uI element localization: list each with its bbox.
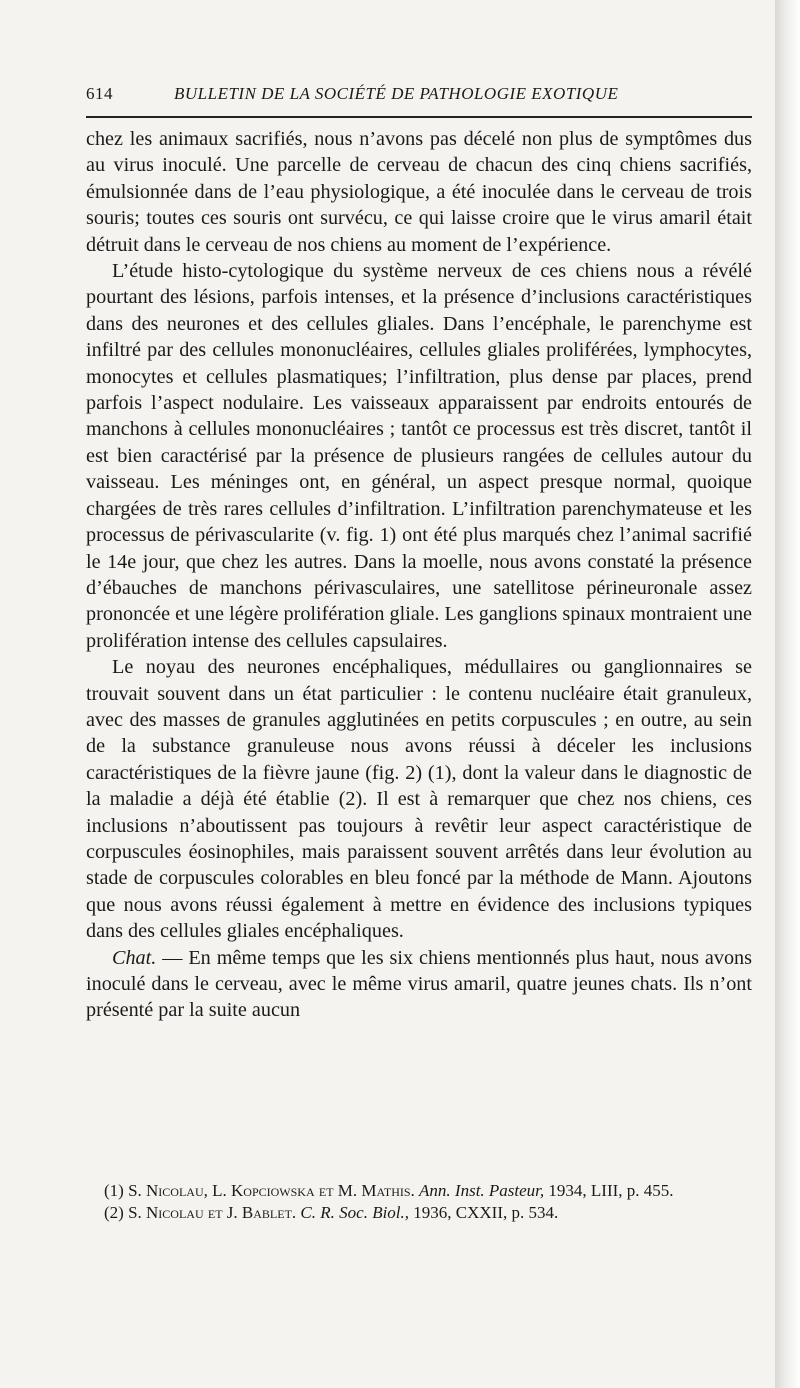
paragraph-continuation: chez les animaux sacrifiés, nous n’avons pas décelé non plus de symptômes dus au virus inoculé. Une parcelle de cerveau de chacun des cinq chiens sacrifiés, émulsionnée dans de l’eau physiologique, a été inoculée dans le cerveau de trois souris; toutes ces souris ont survécu, ce qui laisse croire que le virus amaril était détruit dans le cerveau de nos chiens au moment de l’expérience. xyxy=(86,128,752,256)
page-edge-shadow xyxy=(775,0,800,1388)
footnote-authors: S. Nicolau et J. Bablet. xyxy=(128,1202,297,1222)
footnote-2 xyxy=(86,1202,752,1224)
chat-text: — En même temps que les six chiens mentionnés plus haut, nous avons inoculé dans le cerveau, avec le même virus amaril, quatre jeunes chats. Ils n’ont présenté par la suite aucun xyxy=(86,946,752,1022)
footnote-reference: 1934, LIII, p. 455. xyxy=(544,1181,674,1200)
article-body xyxy=(86,126,752,1024)
footnote-reference: 1936, CXXII, p. 534. xyxy=(409,1202,559,1222)
footnote-authors: S. Nicolau, L. Kopciowska et M. Mathis. xyxy=(128,1181,415,1200)
footnote-journal: Ann. Inst. Pasteur, xyxy=(419,1181,545,1200)
footnotes xyxy=(86,1180,752,1223)
section-lead-chat: Chat. xyxy=(112,946,157,969)
paragraph-histology: L’étude histo-cytologique du système nerveux de ces chiens nous a révélé pourtant des lésions, parfois intenses, et la présence d’inclusions caractéristiques dans des neurones et des cellules gliales. Dans l’encéphale, le parenchyme est infiltré par des cellules mononucléaires, cellules gliales proliférées, lymphocytes, monocytes et cellules plasmatiques; l’infiltration, plus dense par places, prend parfois l’aspect nodulaire. Les vaisseaux apparaissent par endroits entourés de manchons à cellules mononucléaires ; tantôt ce processus est très discret, tantôt il est bien caractérisé par la présence de plusieurs rangées de cellules autour du vaisseau. Les méninges ont, en général, un aspect presque normal, quoique chargées de très rares cellules d’infiltration. L’infiltration parenchymateuse et les processus de périvascularite (v. fig. 1) ont été plus marqués chez l’animal sacrifié le 14e jour, que chez les autres. Dans la moelle, nous avons constaté la présence d’ébauches de manchons périvasculaires, une satellitose périneuronale assez prononcée et une légère prolifération gliale. Les ganglions spinaux montraient une prolifération intense des cellules capsulaires. xyxy=(86,260,752,652)
footnote-marker: (2) xyxy=(104,1202,124,1222)
paragraph-inclusions: Le noyau des neurones encéphaliques, médullaires ou ganglionnaires se trouvait souvent dans un état particulier : le contenu nucléaire était granuleux, avec des masses de granules agglutinées en petits corpuscules ; en outre, au sein de la substance granuleuse nous avons réussi à déceler les inclusions caractéristiques de la fièvre jaune (fig. 2) (1), dont la valeur dans le diagnostic de la maladie a déjà été établie (2). Il est à remarquer que chez nos chiens, ces inclusions n’aboutissent pas toujours à revêtir leur aspect caractéristique de corpuscules éosinophiles, mais paraissent souvent arrêtés dans leur évolution au stade de corpuscules colorables en bleu foncé par la méthode de Mann. Ajoutons que nous avons réussi également à mettre en évidence des inclusions typiques dans des cellules gliales encéphaliques. xyxy=(86,656,752,943)
running-header xyxy=(86,84,752,110)
footnote-1 xyxy=(86,1180,752,1202)
page-number: 614 xyxy=(86,84,113,103)
footnote-marker: (1) xyxy=(104,1181,124,1200)
footnote-journal: C. R. Soc. Biol., xyxy=(300,1202,410,1222)
paragraph-chat xyxy=(86,945,752,1024)
header-rule xyxy=(86,116,752,118)
journal-title: BULLETIN DE LA SOCIÉTÉ DE PATHOLOGIE EXOTIQUE xyxy=(174,84,619,103)
